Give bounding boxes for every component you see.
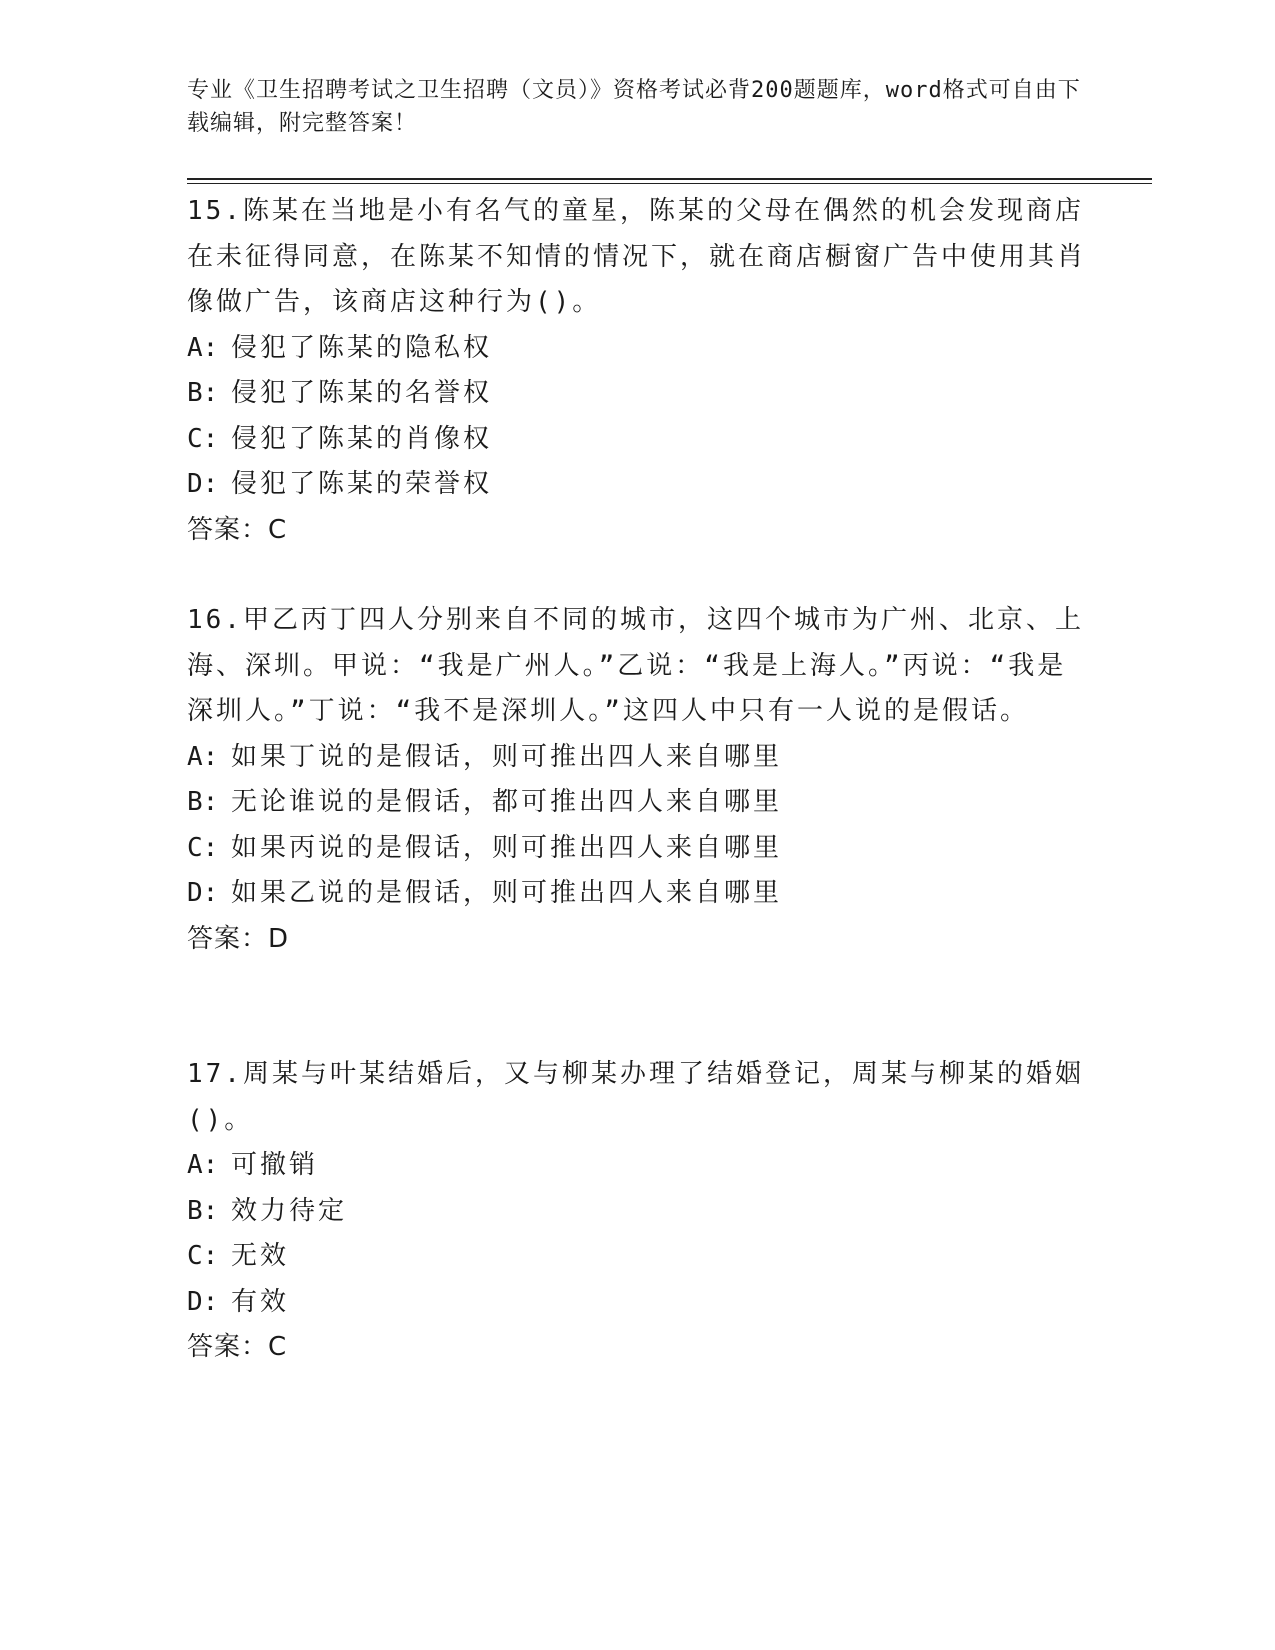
question-15	[187, 189, 1087, 553]
option-text: 侵犯了陈某的隐私权	[231, 332, 493, 363]
page-header: 专业《卫生招聘考试之卫生招聘（文员）》资格考试必背200题题库，word格式可自由下载编辑，附完整答案！	[187, 78, 1081, 136]
option-letter: D:	[187, 878, 219, 908]
option-text: 有效	[231, 1286, 290, 1317]
option-d	[187, 462, 1087, 508]
option-d	[187, 871, 1087, 917]
answer: 答案：C	[187, 1332, 288, 1362]
option-text: 侵犯了陈某的名誉权	[231, 378, 493, 408]
option-text: 如果丁说的是假话，则可推出四人来自哪里	[231, 741, 783, 772]
option-text: 可撤销	[231, 1150, 319, 1180]
option-b	[187, 780, 1087, 826]
option-letter: B:	[187, 1195, 219, 1226]
option-letter: A:	[187, 741, 219, 772]
header-divider	[187, 178, 1152, 184]
question-16	[187, 598, 1087, 962]
option-letter: C:	[187, 832, 219, 863]
option-text: 如果丙说的是假话，则可推出四人来自哪里	[231, 832, 783, 863]
option-letter: B:	[187, 378, 219, 408]
option-d	[187, 1280, 1087, 1326]
option-text: 无效	[231, 1241, 290, 1271]
option-letter: D:	[187, 1286, 219, 1317]
option-a	[187, 1143, 1087, 1189]
option-b	[187, 1189, 1087, 1235]
answer: 答案：D	[187, 923, 290, 954]
option-a	[187, 326, 1087, 372]
question-17	[187, 1052, 1087, 1371]
option-text: 侵犯了陈某的荣誉权	[231, 469, 493, 499]
option-a	[187, 735, 1087, 781]
option-letter: B:	[187, 787, 219, 817]
option-text: 如果乙说的是假话，则可推出四人来自哪里	[231, 878, 783, 908]
option-c	[187, 417, 1087, 463]
option-text: 无论谁说的是假话，都可推出四人来自哪里	[231, 787, 783, 817]
option-b	[187, 371, 1087, 417]
option-text: 侵犯了陈某的肖像权	[231, 423, 493, 454]
option-c	[187, 1234, 1087, 1280]
option-letter: C:	[187, 423, 219, 454]
question-stem: 15.陈某在当地是小有名气的童星，陈某的父母在偶然的机会发现商店在未征得同意，在陈某不知情的情况下，就在商店橱窗广告中使用其肖像做广告，该商店这种行为()。	[187, 196, 1087, 317]
option-letter: D:	[187, 469, 219, 499]
answer: 答案：C	[187, 514, 288, 545]
option-letter: C:	[187, 1241, 219, 1271]
option-text: 效力待定	[231, 1195, 348, 1226]
question-stem: 17.周某与叶某结婚后，又与柳某办理了结婚登记，周某与柳某的婚姻()。	[187, 1059, 1084, 1135]
option-letter: A:	[187, 332, 219, 363]
option-c	[187, 826, 1087, 872]
question-stem: 16.甲乙丙丁四人分别来自不同的城市，这四个城市为广州、北京、上海、深圳。甲说：“我是广州人。”乙说：“我是上海人。”丙说：“我是深圳人。”丁说：“我不是深圳人。”这四人中只有一人说的是假话。	[187, 605, 1084, 726]
option-letter: A:	[187, 1150, 219, 1180]
